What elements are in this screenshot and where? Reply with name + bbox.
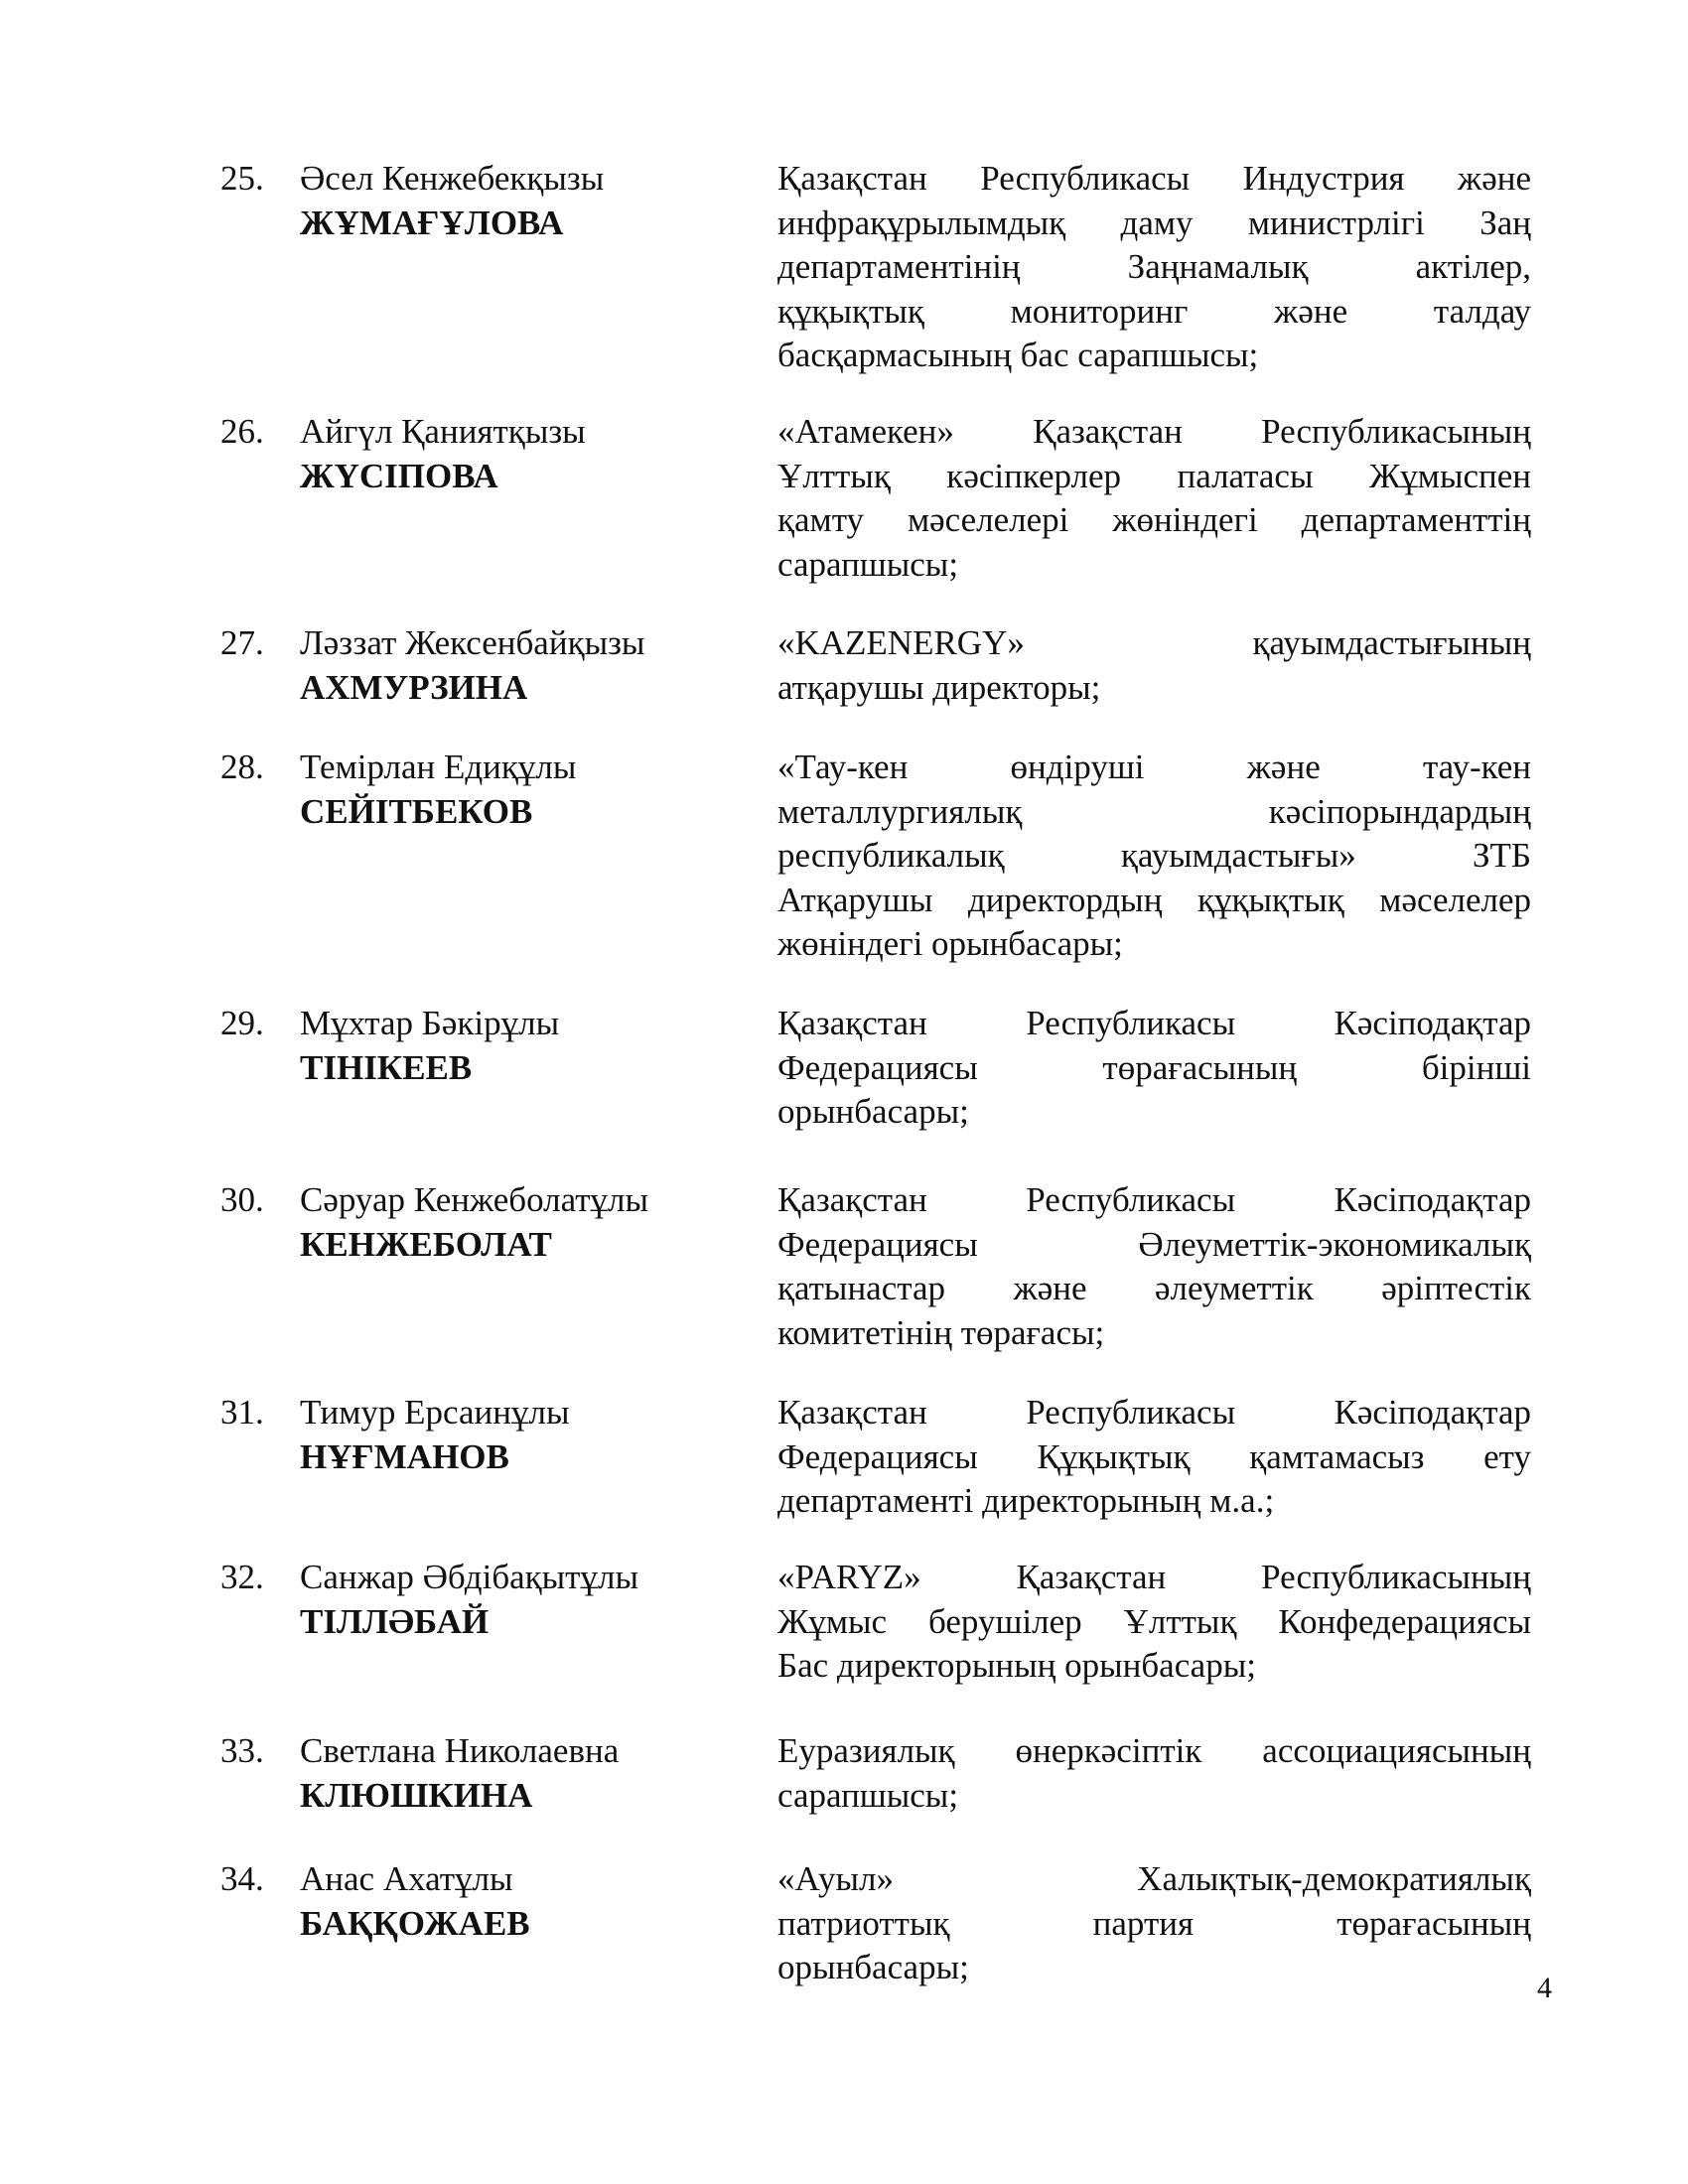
item-number: 28. bbox=[220, 748, 264, 786]
description-line: комитетінің төрағасы; bbox=[777, 1312, 1105, 1352]
position-description bbox=[777, 1002, 1531, 1135]
position-description bbox=[777, 410, 1531, 587]
description-line: патриоттық партия төрағасының bbox=[777, 1903, 1531, 1943]
description-line: «Ауыл» Халықтық-демократиялық bbox=[777, 1859, 1531, 1898]
item-number: 33. bbox=[220, 1731, 264, 1770]
person-name bbox=[300, 746, 767, 834]
person-name bbox=[300, 1002, 767, 1090]
first-name: Анас Ахатұлы bbox=[300, 1859, 513, 1898]
description-line: жөніндегі орынбасары; bbox=[777, 924, 1123, 963]
description-line: республикалық қауымдастығы» ЗТБ bbox=[777, 836, 1531, 875]
person-name bbox=[300, 1857, 767, 1946]
description-line: Қазақстан Республикасы Индустрия және bbox=[777, 159, 1531, 198]
description-line: «KAZENERGY» қауымдастығының bbox=[777, 623, 1531, 662]
person-name bbox=[300, 1729, 767, 1818]
last-name: ЖҰМАҒҰЛОВА bbox=[300, 203, 564, 242]
description-line: орынбасары; bbox=[777, 1092, 969, 1131]
description-line: Федерациясы Әлеуметтік-экономикалық bbox=[777, 1224, 1531, 1264]
person-name bbox=[300, 410, 767, 498]
position-description bbox=[777, 1729, 1531, 1818]
last-name: ТІЛЛӘБАЙ bbox=[300, 1601, 490, 1641]
position-description bbox=[777, 1178, 1531, 1355]
description-line: қамту мәселелері жөніндегі департаменттің bbox=[777, 500, 1531, 539]
description-line: Ұлттық кәсіпкерлер палатасы Жұмыспен bbox=[777, 456, 1531, 495]
person-name bbox=[300, 1178, 767, 1267]
first-name: Ләззат Жексенбайқызы bbox=[300, 623, 645, 662]
position-description bbox=[777, 1391, 1531, 1524]
description-line: департаменті директорының м.а.; bbox=[777, 1481, 1275, 1520]
position-description bbox=[777, 746, 1531, 967]
description-line: металлургиялық кәсіпорындардың bbox=[777, 791, 1531, 831]
description-line: Федерациясы төрағасының бірінші bbox=[777, 1047, 1531, 1087]
person-name bbox=[300, 621, 767, 710]
description-line: атқарушы директоры; bbox=[777, 667, 1101, 707]
last-name: ЖҮСІПОВА bbox=[300, 456, 498, 495]
description-line: сарапшысы; bbox=[777, 1775, 959, 1815]
description-line: «PARYZ» Қазақстан Республикасының bbox=[777, 1558, 1531, 1596]
last-name: КЕНЖЕБОЛАТ bbox=[300, 1224, 552, 1264]
position-description bbox=[777, 1857, 1531, 1990]
last-name: ТІНІКЕЕВ bbox=[300, 1047, 473, 1087]
first-name: Тимур Ерсаинұлы bbox=[300, 1393, 570, 1432]
description-line: Қазақстан Республикасы Кәсіподақтар bbox=[777, 1393, 1531, 1432]
description-line: «Атамекен» Қазақстан Республикасының bbox=[777, 412, 1531, 451]
first-name: Сәруар Кенжеболатұлы bbox=[300, 1180, 648, 1219]
description-line: инфрақұрылымдық даму министрлігі Заң bbox=[777, 203, 1531, 242]
item-number: 27. bbox=[220, 623, 264, 662]
description-line: Федерациясы Құқықтық қамтамасыз ету bbox=[777, 1436, 1531, 1476]
description-line: департаментінің Заңнамалық актілер, bbox=[777, 247, 1531, 286]
last-name: НҰҒМАНОВ bbox=[300, 1436, 509, 1476]
last-name: БАҚҚОЖАЕВ bbox=[300, 1903, 530, 1943]
description-line: Атқарушы директордың құқықтық мәселелер bbox=[777, 880, 1531, 919]
description-line: Қазақстан Республикасы Кәсіподақтар bbox=[777, 1004, 1531, 1042]
description-line: басқармасының бас сарапшысы; bbox=[777, 336, 1259, 374]
item-number: 31. bbox=[220, 1393, 264, 1432]
position-description bbox=[777, 157, 1531, 378]
description-line: құқықтық мониторинг және талдау bbox=[777, 291, 1531, 331]
description-line: Еуразиялық өнеркәсіптік ассоциациясының bbox=[777, 1731, 1531, 1770]
item-number: 25. bbox=[220, 159, 264, 198]
description-line: Қазақстан Республикасы Кәсіподақтар bbox=[777, 1180, 1531, 1219]
description-line: сарапшысы; bbox=[777, 544, 959, 584]
description-line: орынбасары; bbox=[777, 1948, 969, 1986]
last-name: КЛЮШКИНА bbox=[300, 1775, 533, 1815]
item-number: 34. bbox=[220, 1859, 264, 1898]
position-description bbox=[777, 621, 1531, 710]
last-name: СЕЙІТБЕКОВ bbox=[300, 791, 533, 831]
first-name: Айгүл Қаниятқызы bbox=[300, 412, 586, 451]
page-number: 4 bbox=[1537, 1972, 1552, 2004]
first-name: Светлана Николаевна bbox=[300, 1731, 620, 1770]
item-number: 29. bbox=[220, 1004, 264, 1042]
person-name bbox=[300, 1556, 767, 1644]
person-name bbox=[300, 157, 767, 245]
item-number: 32. bbox=[220, 1558, 264, 1596]
first-name: Санжар Әбдібақытұлы bbox=[300, 1558, 638, 1596]
person-name bbox=[300, 1391, 767, 1479]
description-line: «Тау-кен өндіруші және тау-кен bbox=[777, 748, 1531, 786]
last-name: АХМУРЗИНА bbox=[300, 667, 528, 707]
first-name: Темірлан Едиқұлы bbox=[300, 748, 577, 786]
description-line: Бас директорының орынбасары; bbox=[777, 1646, 1256, 1685]
first-name: Әсел Кенжебекқызы bbox=[300, 159, 605, 198]
item-number: 30. bbox=[220, 1180, 264, 1219]
item-number: 26. bbox=[220, 412, 264, 451]
position-description bbox=[777, 1556, 1531, 1689]
description-line: Жұмыс берушілер Ұлттық Конфедерациясы bbox=[777, 1601, 1531, 1641]
description-line: қатынастар және әлеуметтік әріптестік bbox=[777, 1269, 1531, 1307]
first-name: Мұхтар Бәкірұлы bbox=[300, 1004, 560, 1042]
